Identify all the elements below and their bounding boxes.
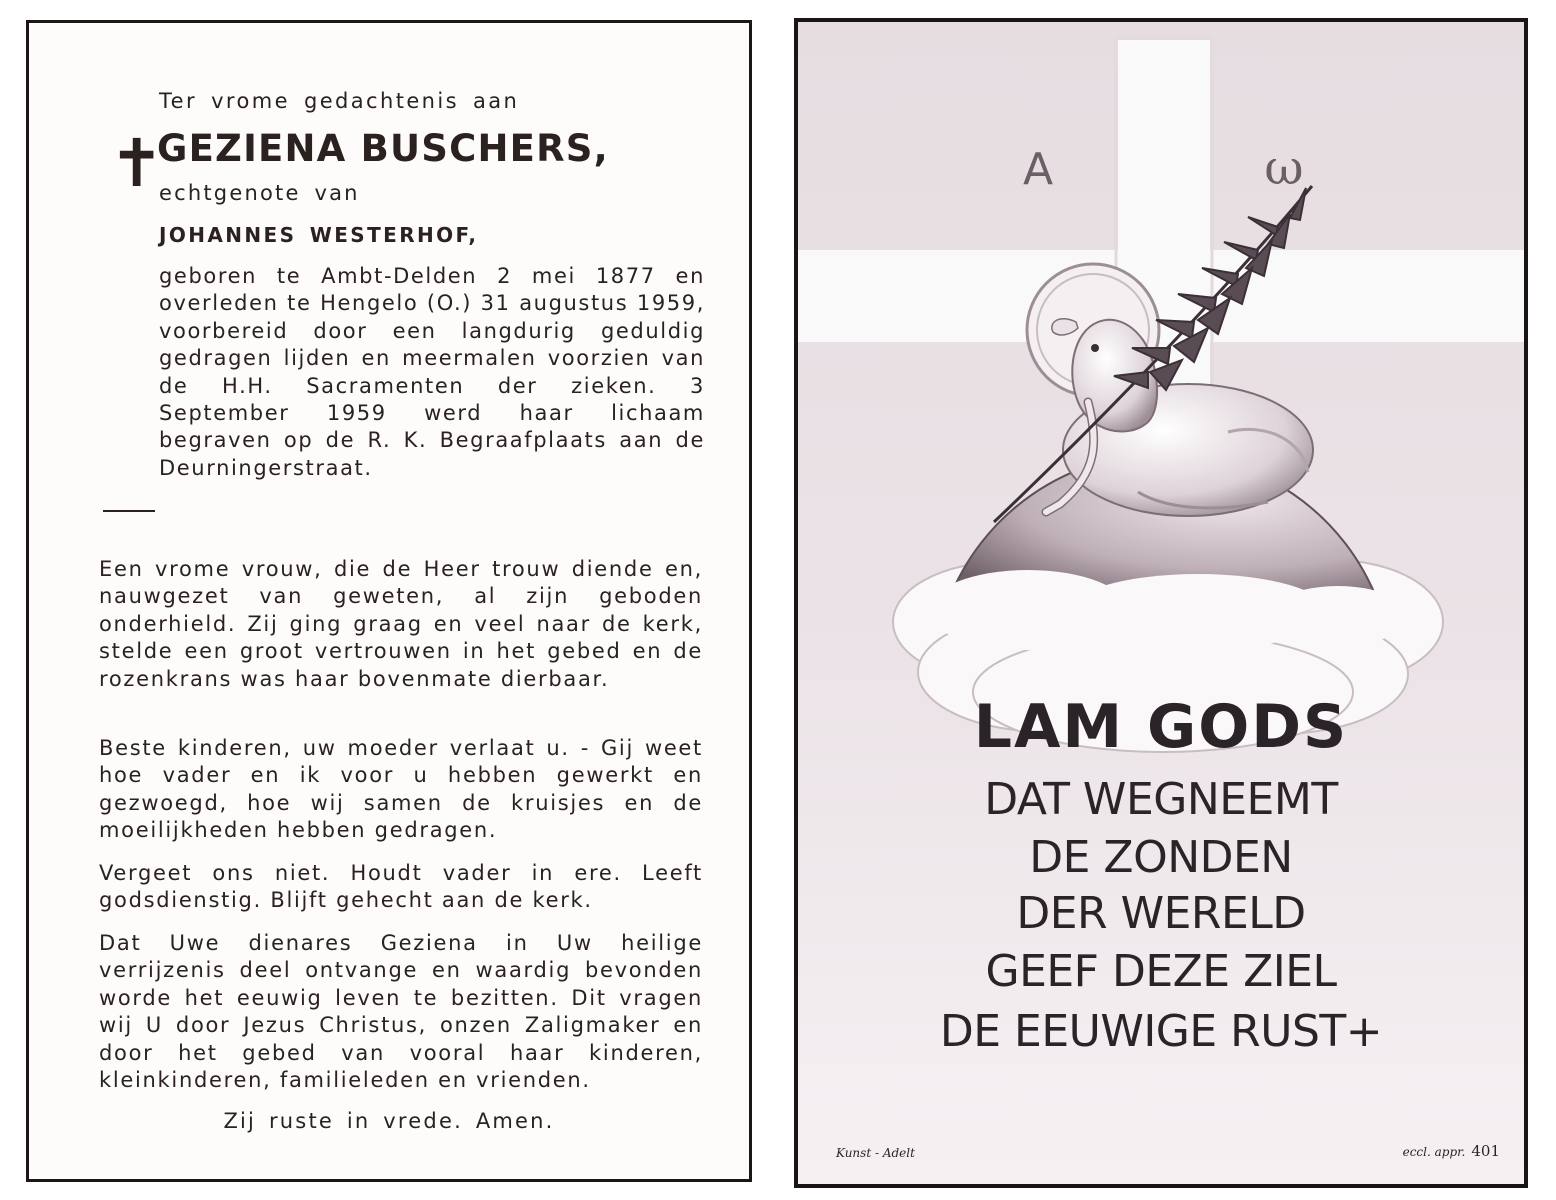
memorial-card-image-side bbox=[794, 18, 1528, 1188]
verse-title: LAM GODS bbox=[973, 692, 1349, 762]
spouse-name: JOHANNES WESTERHOF, bbox=[159, 223, 479, 247]
verse-line-1: DAT WEGNEEMT bbox=[984, 774, 1338, 825]
paragraph-children: Beste kinderen, uw moeder verlaat u. - Gij weet hoe vader en ik voor u hebben gewerkt en gezwoegd, hoe wij samen de kruisjes en de moeilijkheden hebben gedragen. bbox=[99, 736, 703, 843]
verse-line-2: DE ZONDEN bbox=[1029, 832, 1293, 883]
spouse-label: echtgenote van bbox=[159, 181, 360, 205]
approval-label: eccl. appr. bbox=[1402, 1145, 1466, 1159]
paragraph-prayer: Dat Uwe dienares Geziena in Uw heilige verrijzenis deel ontvange en waardig bevonden worde het eeuwig leven te bezitten. Dit vragen wij U door Jezus Christus, onzen Zaligmaker en door het gebed van vooral haar kinderen, kleinkinderen, familieleden en vrienden. bbox=[99, 931, 703, 1093]
memorial-card-text-side bbox=[26, 20, 752, 1182]
approval-note bbox=[1403, 1142, 1500, 1160]
publisher-credit: Kunst - Adelt bbox=[836, 1146, 915, 1160]
verse-line-3: DER WERELD bbox=[1016, 888, 1306, 939]
biography-paragraph: geboren te Ambt-Delden 2 mei 1877 en overleden te Hengelo (O.) 31 augustus 1959, voorbereid door een langdurig geduldig gedragen lijden en meermalen voorzien van de H.H. Sacramenten der zieken. 3 September 1959 werd haar lichaam begraven op de R. K. Begraafplaats aan de Deurningerstraat. bbox=[159, 264, 705, 480]
paragraph-exhortation: Vergeet ons niet. Houdt vader in ere. Leeft godsdienstig. Blijft gehecht aan de kerk. bbox=[99, 861, 703, 913]
verse-line-5: DE EEUWIGE RUST+ bbox=[939, 1006, 1383, 1057]
intro-line: Ter vrome gedachtenis aan bbox=[159, 89, 520, 113]
section-divider bbox=[103, 510, 155, 512]
cross-icon: ✝ bbox=[109, 125, 165, 202]
closing-line: Zij ruste in vrede. Amen. bbox=[223, 1109, 555, 1133]
paragraph-devotion: Een vrome vrouw, die de Heer trouw diende en, nauwgezet van geweten, al zijn geboden onderhield. Zij ging graag en veel naar de kerk, stelde een groot vertrouwen in het gebed en de rozenkrans was haar bovenmate dierbaar. bbox=[99, 557, 703, 691]
alpha-glyph: A bbox=[1022, 144, 1054, 195]
approval-number: 401 bbox=[1471, 1142, 1500, 1160]
verse-line-4: GEEF DEZE ZIEL bbox=[985, 946, 1337, 997]
omega-glyph: ω bbox=[1264, 140, 1304, 196]
deceased-name: GEZIENA BUSCHERS, bbox=[157, 127, 609, 170]
